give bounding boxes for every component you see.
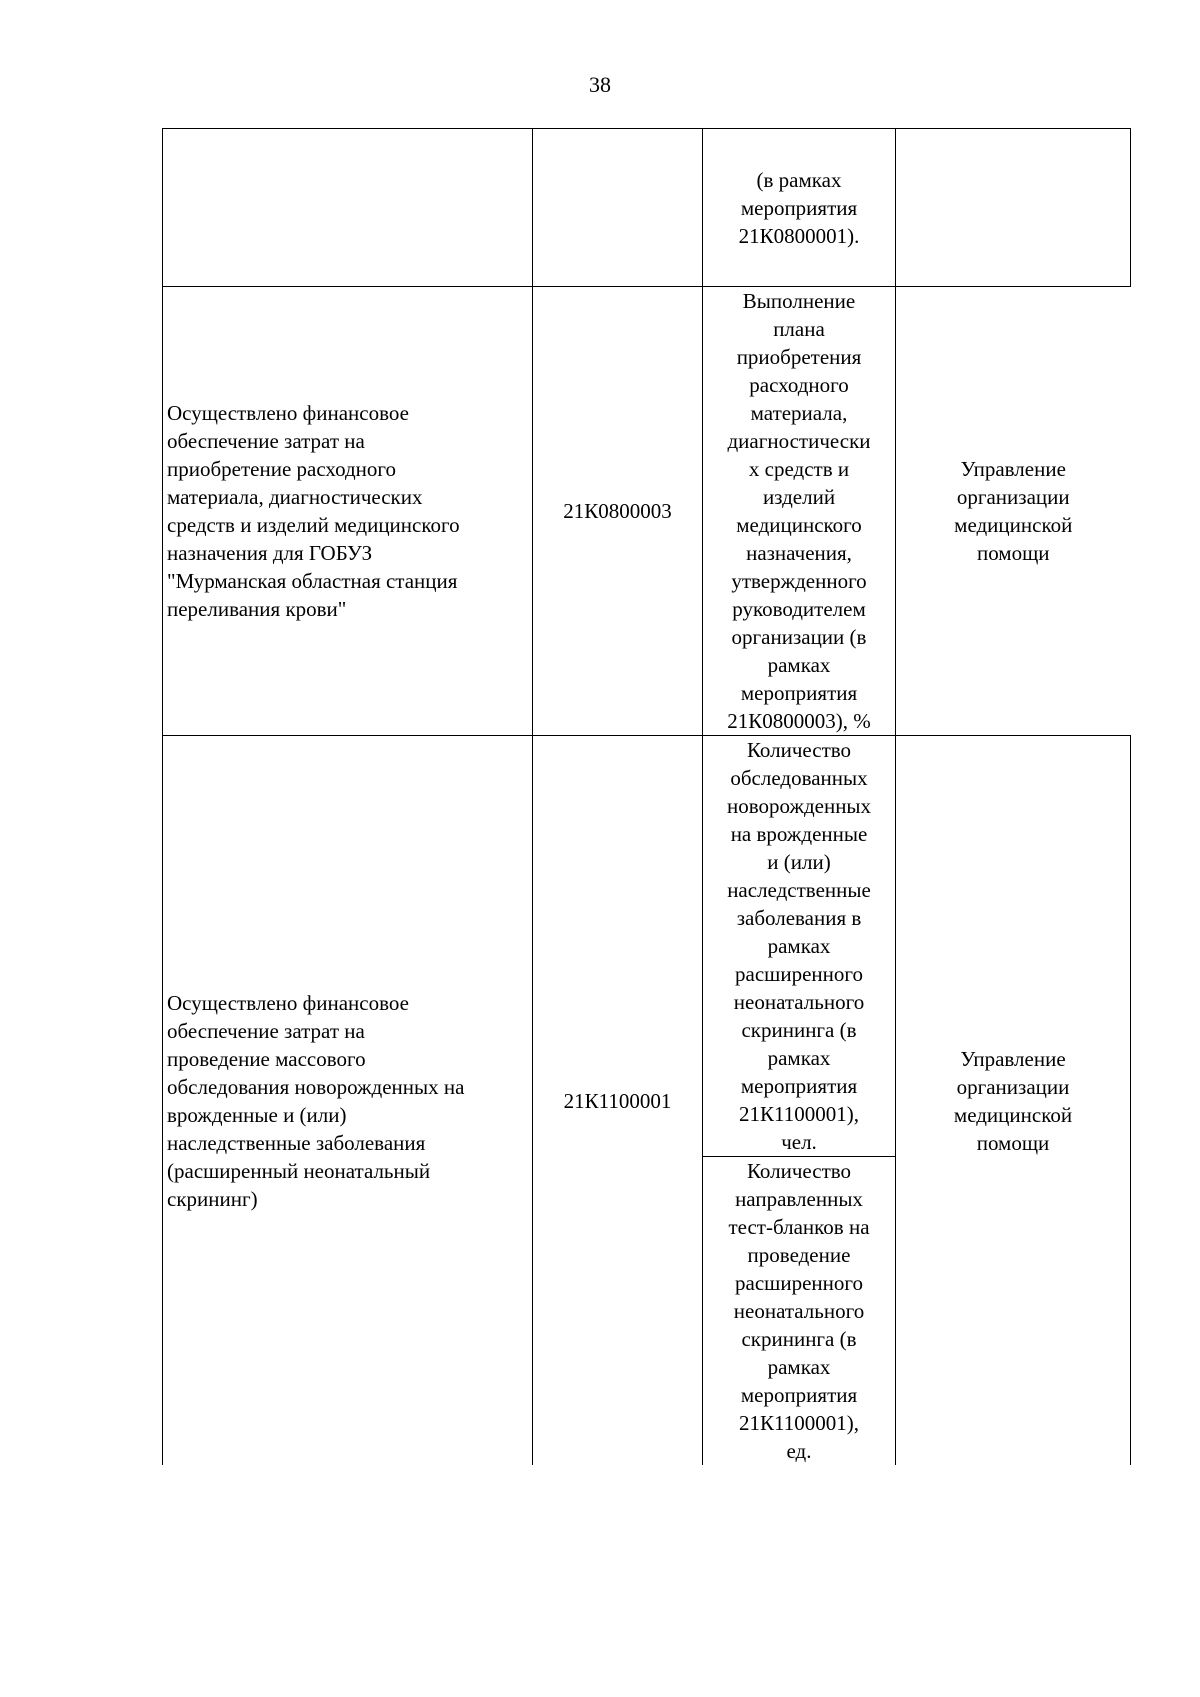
page-number: 38 <box>589 72 611 97</box>
code-cell: 21К1100001 <box>533 736 703 1466</box>
indicator-cell: Выполнение плана приобретения расходного материала, диагностически х средств и изделий медицинского назначения, утвержденного руководителем организации (в рамках мероприятия 21К0800003), % <box>703 287 896 736</box>
responsible-cell <box>896 129 1131 287</box>
indicator-cell: Количество обследованных новорожденных на врожденные и (или) наследственные заболевания в рамках расширенного неонатального скрининга (в рамках мероприятия 21К1100001), чел. <box>703 736 896 1157</box>
table-row <box>163 736 1131 1157</box>
code-cell: 21К0800003 <box>533 287 703 736</box>
description-cell <box>163 129 533 287</box>
table-row <box>163 287 1131 736</box>
responsible-cell: Управление организации медицинской помощи <box>896 736 1131 1466</box>
description-cell: Осуществлено финансовое обеспечение затрат на проведение массового обследования новорожденных на врожденные и (или) наследственные заболевания (расширенный неонатальный скрининг) <box>163 736 533 1466</box>
description-cell: Осуществлено финансовое обеспечение затрат на приобретение расходного материала, диагностических средств и изделий медицинского назначения для ГОБУЗ "Мурманская областная станция переливания крови" <box>163 287 533 736</box>
responsible-cell: Управление организации медицинской помощи <box>896 287 1131 736</box>
indicator-cell: (в рамках мероприятия 21К0800001). <box>703 129 896 287</box>
code-cell <box>533 129 703 287</box>
indicator-cell: Количество направленных тест-бланков на проведение расширенного неонатального скрининга (в рамках мероприятия 21К1100001), ед. <box>703 1157 896 1466</box>
table-row <box>163 129 1131 287</box>
activities-table <box>162 128 1131 1465</box>
